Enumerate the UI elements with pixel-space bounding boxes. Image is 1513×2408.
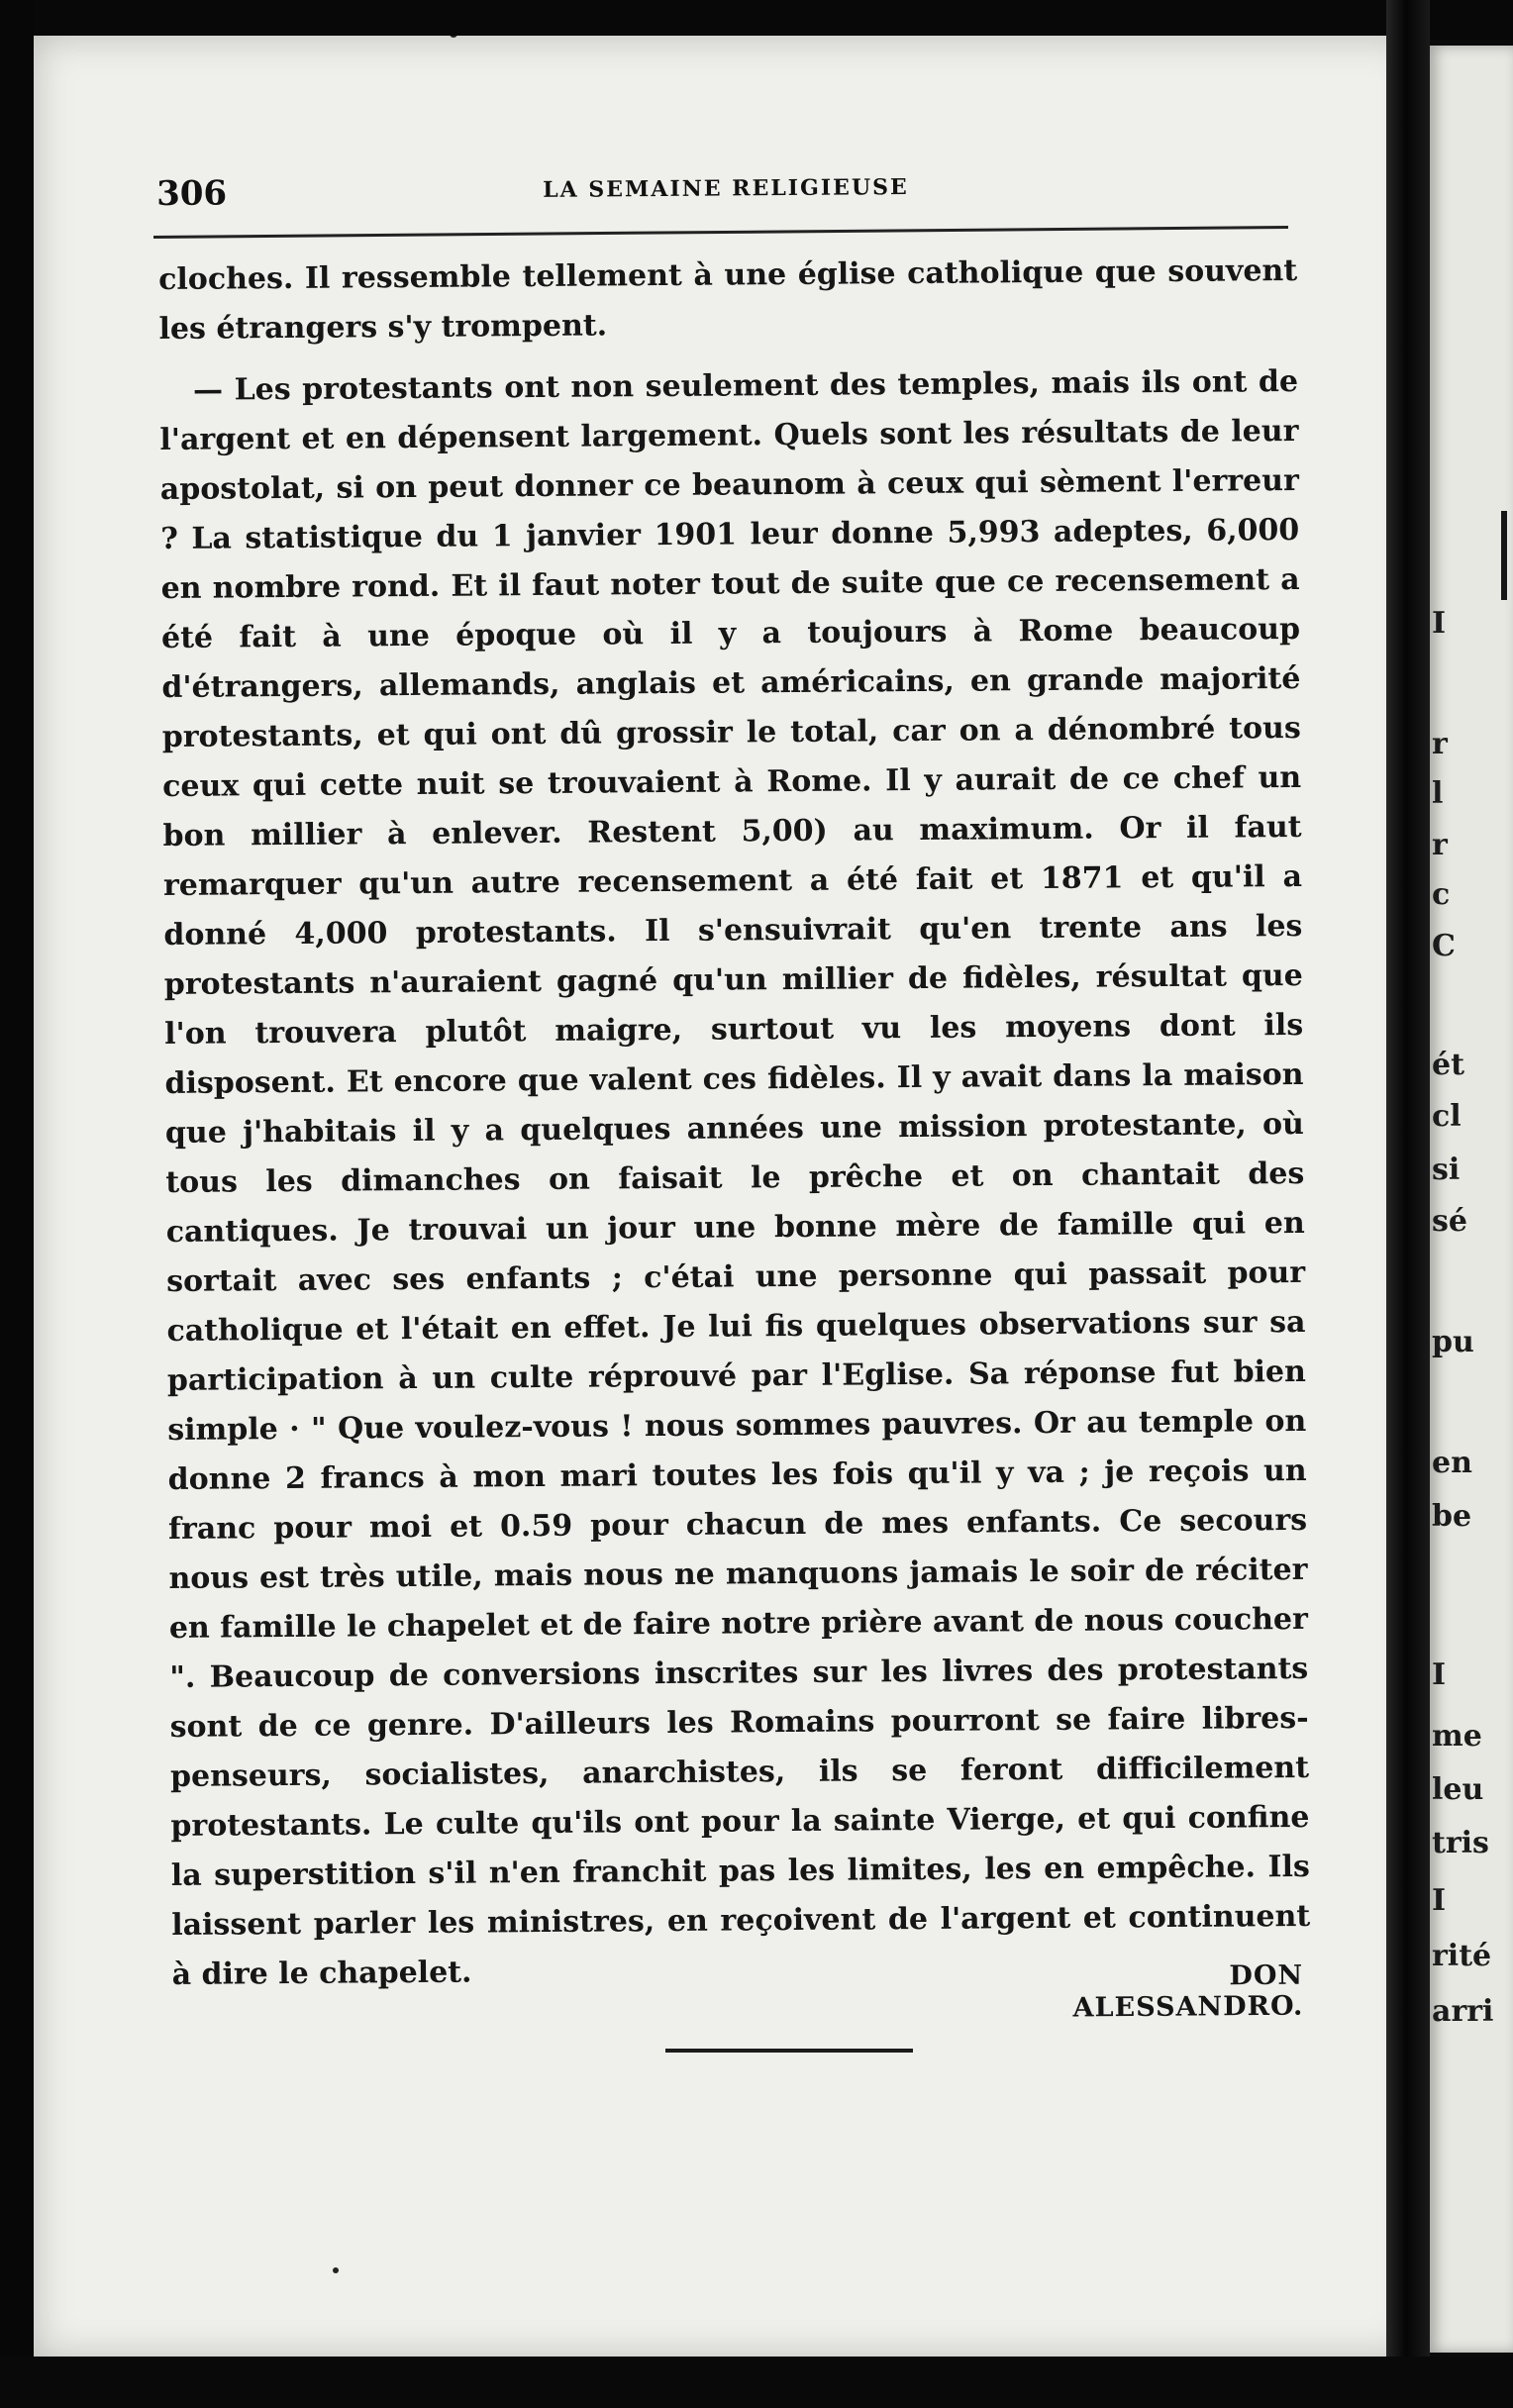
text-fragment: tris [1432, 1826, 1489, 1860]
book-gutter [1386, 0, 1430, 2408]
margin-mark [1501, 511, 1507, 600]
article-body [158, 247, 1311, 2000]
ink-speck [450, 36, 457, 38]
text-fragment: I [1432, 606, 1447, 641]
text-fragment: c [1432, 877, 1451, 912]
text-fragment: C [1432, 929, 1456, 963]
text-fragment: arri [1432, 1994, 1494, 2029]
ink-speck [333, 2267, 339, 2273]
text-fragment: si [1432, 1153, 1461, 1187]
text-fragment: en [1432, 1446, 1472, 1480]
adjacent-page-edge [1430, 46, 1513, 2353]
text-fragment: me [1432, 1719, 1482, 1754]
paragraph: cloches. Il ressemble tellement à une église catholique que souvent les étrangers s'y trompent. [158, 252, 1298, 347]
text-fragment: l [1432, 776, 1444, 811]
text-fragment: be [1432, 1499, 1472, 1534]
text-fragment: sé [1432, 1204, 1467, 1239]
scan-border-bottom [0, 2357, 1513, 2408]
running-head: LA SEMAINE RELIGIEUSE [543, 174, 909, 203]
text-fragment: rité [1432, 1939, 1492, 1973]
text-fragment: cl [1432, 1099, 1462, 1134]
text-fragment: r [1432, 727, 1448, 761]
page-header [156, 165, 1287, 222]
text-fragment: r [1432, 828, 1448, 862]
author-signature: DON ALESSANDRO. [1072, 1959, 1304, 2024]
text-fragment: leu [1432, 1772, 1484, 1807]
end-rule [665, 2049, 913, 2053]
page-number: 306 [156, 173, 228, 214]
text-fragment: ét [1432, 1048, 1464, 1082]
paragraph: — Les protestants ont non seulement des temples, mais ils ont de l'argent et en dépensent largement. Quels sont les résultats de leur apostolat, si on peut donner ce beaunom à ceux qui sèment l'erreur ? La statistique du 1 janvier 1901 leur donne 5,993 adeptes, 6,000 en nombre rond. Et il faut noter tout de suite que ce recensement a été fait à une époque où il y a toujours à Rome beaucoup d'étrangers, allemands, anglais et américains, en grande majorité protestants, et qui ont dû grossir le total, car on a dénombré tous ceux qui cette nuit se trouvaient à Rome. Il y aurait de ce chef un bon millier à enlever. Restent 5,00) au maximum. Or il faut remarquer qu'un autre recensement a été fait et 1871 et qu'il a donné 4,000 protestants. Il s'ensuivrait qu'en trente ans les protestants n'auraient gagné qu'un millier de fidèles, résultat que l'on trouvera plutôt maigre, surtout vu les moyens dont ils disposent. Et encore que valent ces fidèles. Il y avait dans la maison que j'habitais il y a quelques années une mission protestante, où tous les dimanches on faisait le prêche et on chantait des cantiques. Je trouvai un jour une bonne mère de famille qui en sortait avec ses enfants ; c'étai une personne qui passait pour catholique et l'était en effet. Je lui fis quelques observations sur sa participation à un culte réprouvé par l'Eglise. Sa réponse fut bien simple · " Que voulez-vous ! nous sommes pauvres. Or au temple on donne 2 francs à mon mari toutes les fois qu'il y va ; je reçois un franc pour moi et 0.59 pour chacun de mes enfants. Ce secours nous est très utile, mais nous ne manquons jamais le soir de réciter en famille le chapelet et de faire notre prière avant de nous coucher ". Beaucoup de conversions inscrites sur les livres des protestants sont de ce genre. D'ailleurs les Romains pourront se faire libres-penseurs, socialistes, anarchistes, ils se feront difficilement protestants. Le culte qu'ils ont pour la sainte Vierge, et qui confine la superstition s'il n'en franchit pas les limites, les en empêche. Ils laissent parler les ministres, en reçoivent de l'argent et continuent à dire le chapelet. [159, 363, 1311, 1992]
scan-border-top [0, 0, 1513, 40]
text-fragment: I [1432, 1657, 1447, 1692]
scan-border-left [0, 0, 34, 2408]
text-fragment: I [1432, 1883, 1447, 1918]
text-fragment: pu [1432, 1325, 1474, 1359]
